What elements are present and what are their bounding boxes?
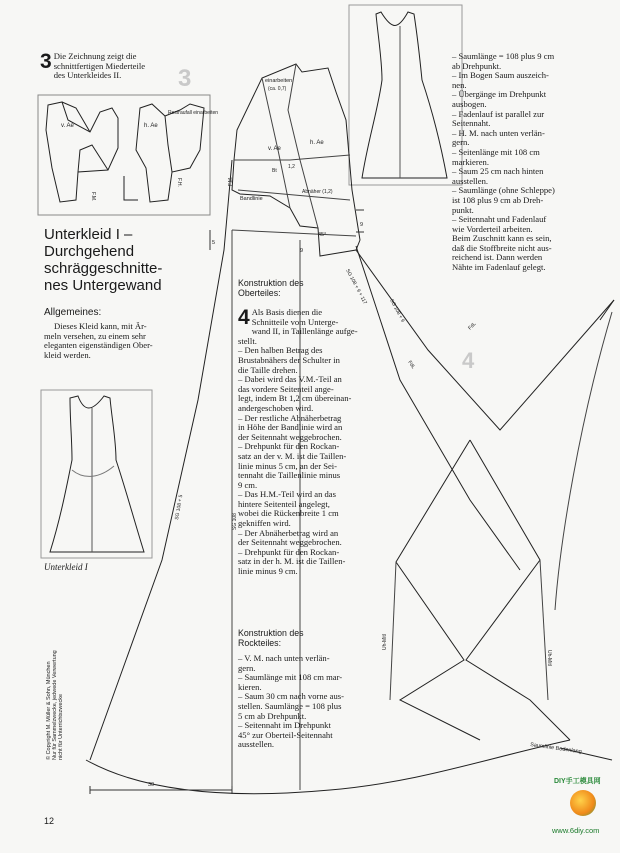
fig3-label-ha: h. Ae [144, 123, 158, 129]
label-bt: Bt [272, 168, 277, 174]
rockteil-line: 5 cm ab Drehpunkt. [238, 710, 307, 721]
oberteil-line: hintere Seitenteil angelegt, [238, 498, 330, 509]
fig3-label-einfasst: Restraufall einarbeiten [168, 110, 219, 116]
copyright-line: nicht für Unterrichtszwecke [58, 693, 64, 760]
step3-text [40, 52, 200, 81]
oberteil-line: tennaht die Taillenlinie minus [238, 470, 341, 481]
right-column-text [452, 52, 584, 273]
label-fm: F.M. [228, 176, 234, 186]
watermark-text: DIY手工模具网 [554, 778, 601, 785]
label-bandlinie: Bandlinie [240, 196, 263, 202]
label-ha: h. Ae [310, 140, 324, 146]
allgemeines-line: kleid werden. [44, 349, 91, 360]
rockteil-heading-line: Konstruktion des [238, 628, 304, 638]
oberteil-line: Schnitteile vom Unterge- [251, 316, 339, 327]
fig3-label-fhm: F.H. [176, 178, 182, 187]
label-9: 9 [360, 222, 364, 228]
step3-line: schnittfertigen Miederteile [53, 60, 146, 71]
label-fadenlauf1: FdL [406, 359, 417, 371]
rockteil-heading [238, 628, 358, 648]
right-column-line: gern. [452, 137, 470, 148]
right-column-line: reichend ist. Dann werden [452, 252, 543, 263]
right-column-line: – Saumlänge (ohne Schleppe) [452, 185, 555, 196]
rockteil-line: – Saum 30 cm nach vorne aus- [238, 691, 344, 702]
right-column-line: – Übergänge im Drehpunkt [452, 89, 547, 100]
oberteil-line: satz in der h. M. ist die Taillen- [238, 556, 346, 567]
oberteil-line: – Drehpunkt für den Rockan- [238, 441, 340, 452]
title-line: schräggeschnitte- [44, 260, 163, 277]
step3-line: Die Zeichnung zeigt die [53, 51, 137, 61]
right-column-line: – Saumlänge = 108 plus 9 cm [452, 51, 555, 61]
label-sl-side2: SG 108 + 9 + 117 [344, 268, 368, 306]
label-30: 30 [148, 782, 155, 788]
label-uh1: Uh-Mitl [382, 634, 388, 650]
fig3-number: 3 [178, 65, 192, 92]
oberteil-line: andergeschoben wird. [238, 402, 314, 413]
label-sl-mid: SG 108 [232, 513, 238, 530]
allgemeines-line: meln versehen, zu einem sehr [44, 330, 146, 341]
oberteil-heading-line: Oberteiles: [238, 288, 281, 299]
label-einarbeiten: einarbeiten [265, 78, 293, 84]
label-va: v. Ae [268, 146, 281, 152]
label-sl-side: SG 108 + 9 [388, 298, 406, 324]
oberteil-line: Brustabnähers der Schulter in [238, 354, 340, 365]
oberteil-line: – Der Abnäherbetrag wird an [238, 527, 339, 538]
oberteil-line: – Drehpunkt für den Rockan- [238, 546, 340, 557]
right-column-line: daß die Stoffbreite nicht aus- [452, 242, 552, 253]
oberteil-line: linie minus 5 cm, an der Sei- [238, 460, 338, 471]
watermark-logo [548, 776, 618, 842]
label-abnaeher: Abnäher (1,2) [302, 189, 333, 195]
oberteil-heading [238, 278, 358, 298]
rockteil-line: ausstellen. [238, 739, 275, 750]
rockteil-line: gern. [238, 662, 256, 673]
oberteil-line: – Der restliche Abnäherbetrag [238, 412, 342, 423]
oberteil-heading-line: Konstruktion des [238, 278, 304, 288]
oberteil-line: – Den halben Betrag des [238, 345, 323, 356]
right-column-line: Seitennaht. [452, 118, 491, 129]
fig4-number: 4 [462, 348, 475, 373]
allgemeines-heading: Allgemeines: [44, 307, 102, 318]
step3-line: des Unterkleides II. [53, 70, 122, 81]
oberteil-line: 9 cm. [238, 479, 258, 490]
step3-number: 3 [40, 50, 52, 73]
oberteil-line: satz an der v. M. ist die Taillen- [238, 450, 347, 461]
right-column-line: – Seitennaht und Fadenlauf [452, 214, 547, 225]
right-column-line: ab Drehpunkt. [452, 60, 502, 71]
right-column-line: ist 108 plus 9 cm ab Dreh- [452, 194, 544, 205]
oberteil-line: der Seitennaht weggebrochen. [238, 431, 342, 442]
fig3-label-va: v. Ae [61, 123, 74, 129]
rockteil-line: – Saumlänge mit 108 cm mar- [238, 672, 343, 683]
copyright-notice [46, 650, 64, 760]
figure-caption: Unterkleid I [44, 562, 88, 572]
label-12: 1,2 [288, 164, 295, 170]
label-saumlinie: Saumlinie Bodenlang [529, 742, 583, 756]
oberteil-line: gekniffen wird. [238, 518, 291, 529]
right-column-line: – H. M. nach unten verlän- [452, 127, 545, 138]
copyright-line: © Copyright M. Müller & Sohn, München [46, 661, 52, 760]
oberteil-line: das vordere Seitenteil ange- [238, 383, 334, 394]
oberteil-line: wobei die Rückenbreite 1 cm [238, 508, 339, 519]
label-45: 45° [318, 232, 327, 238]
oberteil-line: die Taille drehen. [238, 364, 298, 375]
page-title [44, 226, 194, 294]
rockteil-line: 45° zur Oberteil-Seitennaht [238, 729, 333, 740]
title-line: Unterkleid I – [44, 226, 133, 243]
fig3-front-piece [46, 102, 118, 202]
right-column-line: Nähte im Fadenlauf gelegt. [452, 262, 546, 273]
title-line: nes Untergewand [44, 277, 162, 294]
right-column-line: – Im Bogen Saum auszeich- [452, 70, 549, 81]
dress-outline-top [362, 12, 447, 178]
allgemeines-text [44, 322, 194, 360]
right-column-line: markieren. [452, 156, 489, 167]
oberteil-line: Als Basis dienen die [251, 307, 323, 317]
oberteil-line: legt, indem Bt 1,2 cm übereinan- [238, 393, 352, 404]
oberteil-line: der Seitennaht weggebrochen. [238, 537, 342, 548]
oberteil-line: – Dabei wird das V.M.-Teil an [238, 374, 342, 385]
oberteil-line: wand II, in Taillenlänge aufge- [251, 326, 358, 337]
oberteil-text [238, 308, 372, 577]
right-column-line: – Saum 25 cm nach hinten [452, 166, 544, 177]
right-column-line: wie Vorderteil arbeiten. [452, 223, 533, 234]
globe-icon [570, 790, 596, 816]
label-5: 5 [212, 240, 216, 246]
watermark-url: www.6diy.com [552, 826, 600, 835]
side-seam-right [356, 250, 614, 430]
fig3-back-piece [136, 104, 204, 202]
rockteil-text [238, 654, 368, 750]
oberteil-line: stellt. [238, 335, 257, 346]
dress-outline-bottom [50, 396, 144, 552]
title-line: Durchgehend [44, 243, 135, 260]
rockteil-line: kieren. [238, 681, 262, 692]
right-column-line: ausbogen. [452, 98, 487, 109]
back-panel-right [466, 440, 570, 740]
oberteil-number: 4 [238, 306, 250, 329]
label-sl-front: SG 108 + 5 [174, 494, 185, 521]
oberteil-line: in Höhe der Bandlinie wird an [238, 422, 343, 433]
label-uh2: Uh-Mitl [546, 650, 552, 666]
right-column-line: punkt. [452, 204, 474, 215]
copyright-line: Nur für Sammelzwecke, jedwede Verwertung [52, 650, 58, 760]
right-column-line: – Seitenlänge mit 108 cm [452, 146, 540, 157]
right-column-line: ausstellen. [452, 175, 489, 186]
rockteil-line: – V. M. nach unten verlän- [238, 653, 330, 663]
fig-dress-frame-2 [41, 390, 152, 558]
allgemeines-line: Dieses Kleid kann, mit Är- [54, 321, 147, 331]
fig3-label-fm: F.M. [90, 192, 96, 202]
rockteil-line: – Seitennaht im Drehpunkt [238, 720, 331, 731]
right-column-line: nen. [452, 79, 467, 90]
right-column-line: Beim Zuschnitt kann es sein, [452, 233, 552, 244]
label-fadenlauf2: FdL [467, 321, 478, 332]
label-einarbeiten-sub: (ca. 0,7) [268, 86, 287, 92]
rockteil-heading-line: Rockteiles: [238, 638, 282, 649]
side-seam-left [356, 246, 520, 570]
oberteil-line: – Das H.M.-Teil wird an das [238, 489, 336, 500]
page-number: 12 [44, 816, 55, 826]
right-column-line: – Fadenlauf ist parallel zur [452, 108, 545, 119]
rockteil-line: stellen. Saumlänge = 108 plus [238, 700, 342, 711]
back-panel [396, 440, 480, 740]
label-9b: 9 [300, 248, 304, 254]
allgemeines-line: eleganten eigenständigen Ober- [44, 340, 153, 351]
oberteil-line: linie minus 9 cm. [238, 566, 298, 577]
